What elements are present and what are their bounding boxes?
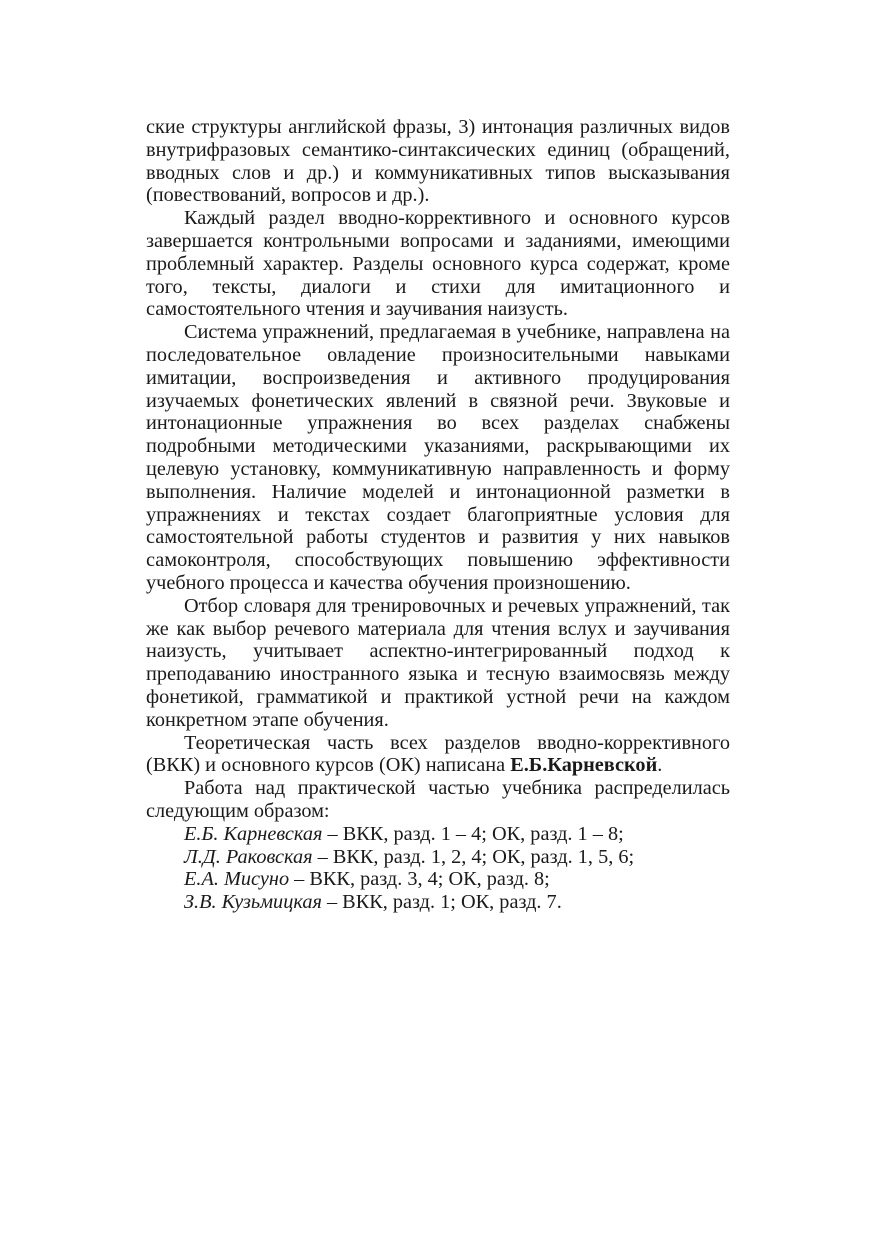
credit-author-name: З.В. Кузьмицкая [184, 891, 322, 914]
paragraph-section-structure: Каждый раздел вводно-коррективного и основного курсов завершается контрольными вопросами и заданиями, имеющими проблемный характер. Разделы основного курса содержат, кроме того, тексты, диалоги и стихи для имитационного и самостоятельного чтения и заучивания наизусть. [146, 207, 730, 321]
credit-line [146, 846, 730, 869]
paragraph-vocabulary-selection: Отбор словаря для тренировочных и речевых упражнений, так же как выбор речевого материала для чтения вслух и заучивания наизусть, учитывает аспектно-интегрированный подход к преподаванию иностранного языка и тесную взаимосвязь между фонетикой, грамматикой и практикой устной речи на каждом конкретном этапе обучения. [146, 594, 730, 731]
paragraph-intonation-continuation: ские структуры английской фразы, 3) интонация различных видов внутрифразовых семантико-синтаксических единиц (обращений, вводных слов и др.) и коммуникативных типов высказывания (повествований, вопросов и др.). [146, 116, 730, 207]
paragraph-theory-authorship [146, 732, 730, 778]
credit-author-name: Е.А. Мисуно [184, 868, 290, 891]
credit-line [146, 868, 730, 891]
paragraph-practice-distribution: Работа над практической частью учебника распределилась следующим образом: [146, 777, 730, 822]
paragraph-exercise-system: Система упражнений, предлагаемая в учебнике, направлена на последовательное овладение произносительными навыками имитации, воспроизведения и активного продуцирования изучаемых фонетических явлений в связной речи. Звуковые и интонационные упражнения во всех разделах снабжены подробными методическими указаниями, раскрывающими их целевую установку, коммуникативную направленность и форму выполнения. Наличие моделей и интонационной разметки в упражнениях и текстах создает благоприятные условия для самостоятельной работы студентов и развития у них навыков самоконтроля, способствующих повышению эффективности учебного процесса и качества обучения произношению. [146, 321, 730, 594]
credit-detail: – ВКК, разд. 1; ОК, разд. 7. [321, 891, 562, 914]
theory-authorship-end: . [657, 754, 663, 777]
credit-detail: – ВКК, разд. 1 – 4; ОК, разд. 1 – 8; [322, 822, 624, 845]
page-body [146, 116, 730, 914]
credit-line [146, 823, 730, 846]
credit-author-name: Л.Д. Раковская [184, 845, 313, 868]
credit-detail: – ВКК, разд. 1, 2, 4; ОК, разд. 1, 5, 6; [312, 845, 635, 868]
theory-author-name: Е.Б.Карневской [510, 754, 658, 777]
credit-detail: – ВКК, разд. 3, 4; ОК, разд. 8; [289, 868, 550, 891]
credit-author-name: Е.Б. Карневская [184, 822, 323, 845]
theory-authorship-text: Теоретическая часть всех разделов вводно-коррективного (ВКК) и основного курсов (ОК) написана [146, 731, 730, 777]
credit-line [146, 891, 730, 914]
